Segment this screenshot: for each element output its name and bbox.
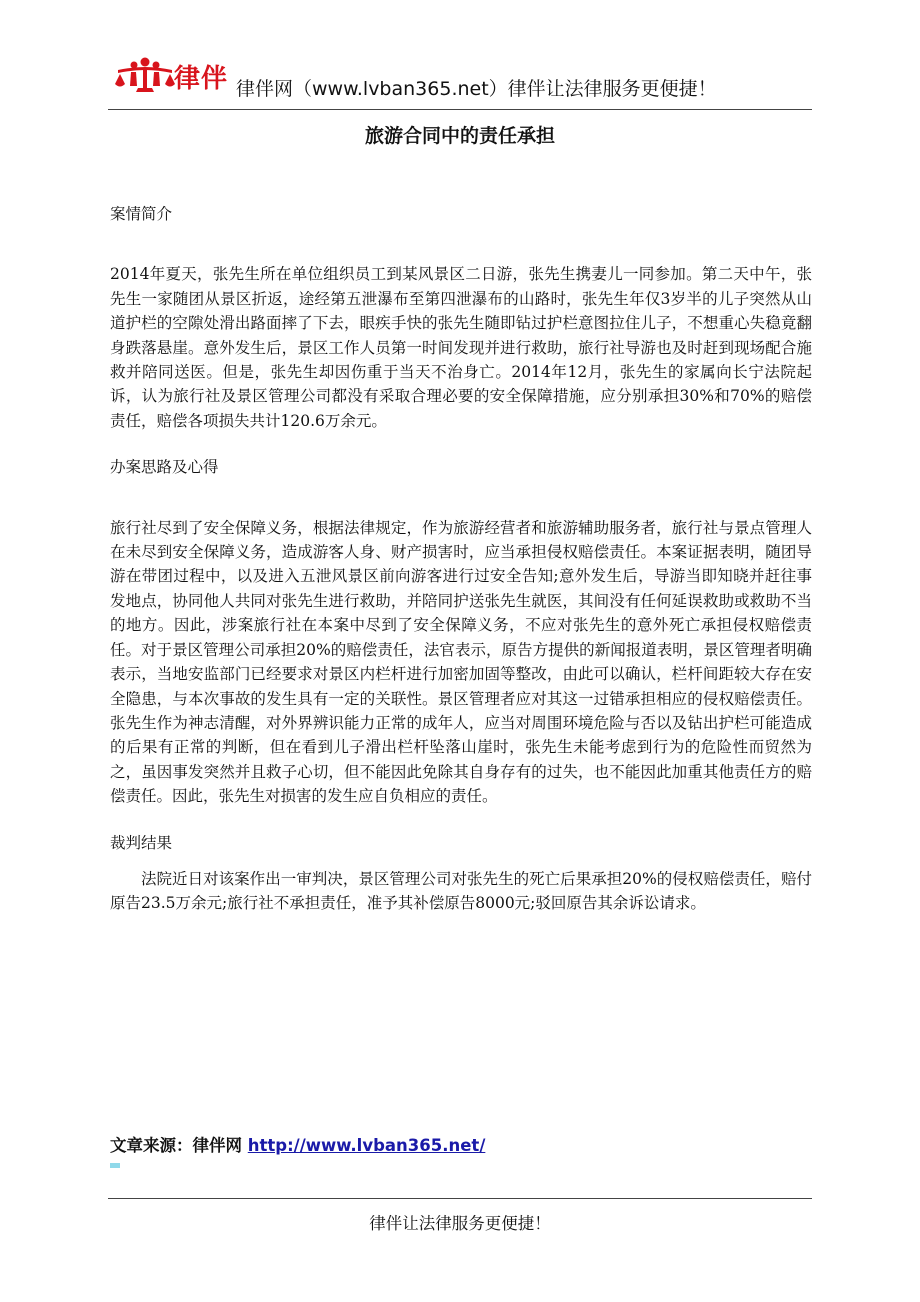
paragraph-judgment: 法院近日对该案作出一审判决，景区管理公司对张先生的死亡后果承担20%的侵权赔偿责任，赔付原告23.5万余元;旅行社不承担责任，准予其补偿原告8000元;驳回原告其余诉讼请求。 [110,869,812,913]
footer-slogan: 律伴让法律服务更便捷！ [369,1214,551,1233]
decorative-mark [110,1163,120,1168]
source-link[interactable]: http://www.lvban365.net/ [247,1136,486,1155]
section-heading-approach: 办案思路及心得 [110,458,219,477]
spacer [110,480,812,516]
spacer [110,809,812,831]
section-heading-case-summary: 案情简介 [110,205,173,223]
paragraph-approach: 旅行社尽到了安全保障义务，根据法律规定，作为旅游经营者和旅游辅助服务者，旅行社与景点管理人在未尽到安全保障义务，造成游客人身、财产损害时，应当承担侵权赔偿责任。本案证据表明，随团导游在带团过程中，以及进入五泄风景区前向游客进行过安全告知;意外发生后，导游当即知晓并赶往事发地点，协同他人共同对张先生进行救助，并陪同护送张先生就医，其间没有任何延误救助或救助不当的地方。因此，涉案旅行社在本案中尽到了安全保障义务，不应对张先生的意外死亡承担侵权赔偿责任。对于景区管理公司承担20%的赔偿责任，法官表示，原告方提供的新闻报道表明，景区管理者明确表示，当地安监部门已经要求对景区内栏杆进行加密加固等整改，由此可以确认，栏杆间距较大存在安全隐患，与本次事故的发生具有一定的关联性。景区管理者应对其这一过错承担相应的侵权赔偿责任。张先生作为神志清醒，对外界辨识能力正常的成年人，应当对周围环境危险与否以及钻出护栏可能造成的后果有正常的判断，但在看到儿子滑出栏杆坠落山崖时，张先生未能考虑到行为的危险性而贸然为之，虽因事发突然并且救子心切，但不能因此免除其自身存有的过失，也不能因此加重其他责任方的赔偿责任。因此，张先生对损害的发生应自负相应的责任。 [110,518,812,806]
page-header [108,52,812,108]
logo-text: 律伴 [174,64,229,94]
paragraph-case-summary: 2014年夏天，张先生所在单位组织员工到某风景区二日游，张先生携妻儿一同参加。第二天中午，张先生一家随团从景区折返，途经第五泄瀑布至第四泄瀑布的山路时，张先生年仅3岁半的儿子突然从山道护栏的空隙处滑出路面摔了下去，眼疾手快的张先生随即钻过护栏意图拉住儿子，不想重心失稳竟翻身跌落悬崖。意外发生后，景区工作人员第一时间发现并进行救助，旅行社导游也及时赶到现场配合施救并陪同送医。但是，张先生却因伤重于当天不治身亡。2014年12月，张先生的家属向长宁法院起诉，认为旅行社及景区管理公司都没有采取合理必要的安全保障措施，应分别承担30%和70%的赔偿责任，赔偿各项损失共计120.6万余元。 [110,265,812,430]
spacer [110,433,812,455]
article-source [110,1132,485,1156]
header-tagline: 律伴网（www.lvban365.net）律伴让法律服务更便捷！ [236,78,717,100]
footer-divider [108,1198,812,1199]
spacer [110,855,812,867]
spacer [110,226,812,262]
document-body [110,202,812,916]
document-title: 旅游合同中的责任承担 [364,125,555,147]
header-divider [108,109,812,110]
source-label: 文章来源：律伴网 [110,1136,242,1155]
section-heading-judgment: 裁判结果 [110,833,173,852]
lvban-logo-icon [114,56,176,96]
